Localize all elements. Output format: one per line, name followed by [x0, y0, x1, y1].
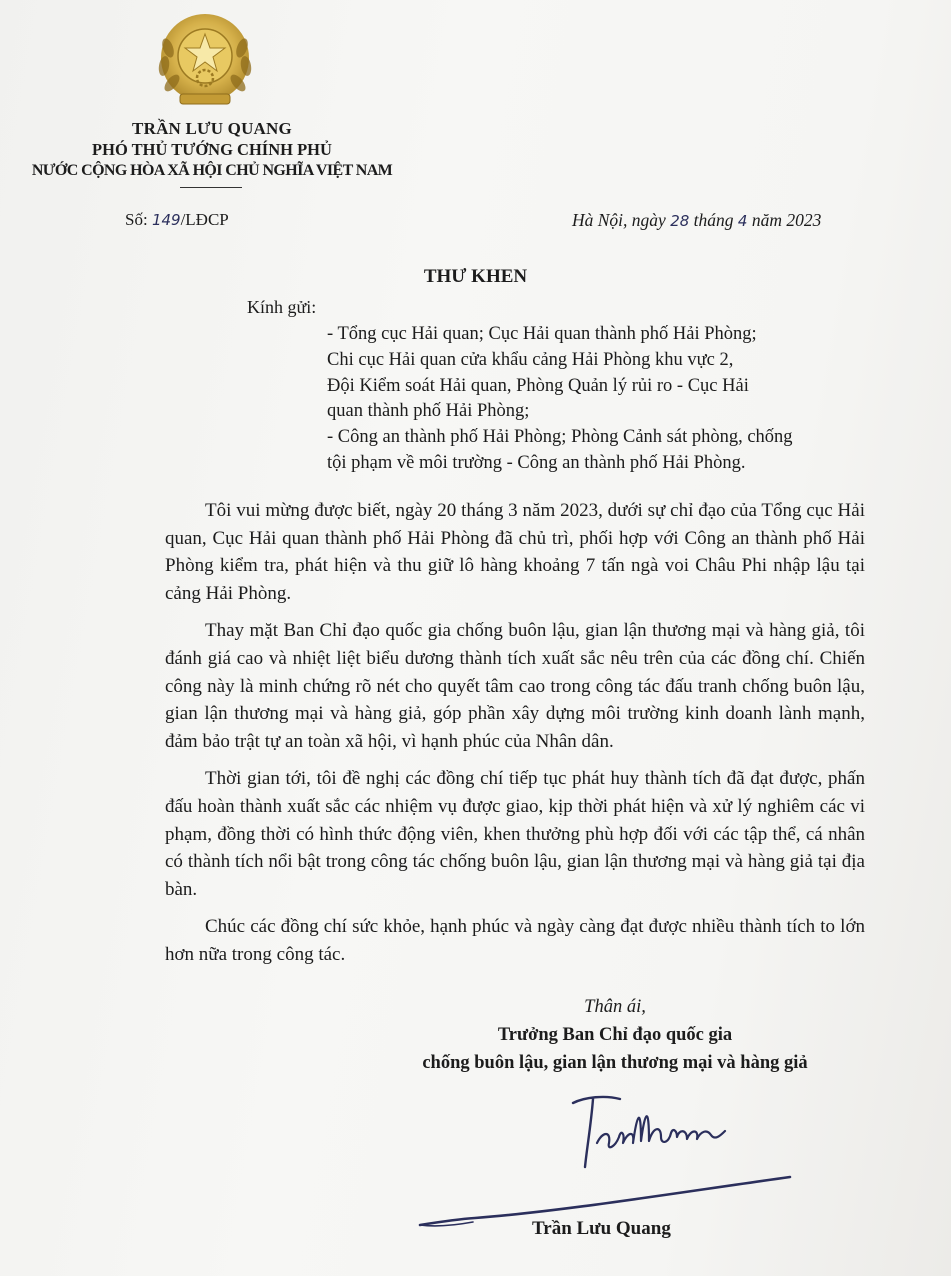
body-paragraph: Tôi vui mừng được biết, ngày 20 tháng 3 năm 2023, dưới sự chỉ đạo của Tổng cục Hải quan, Cục Hải quan thành phố Hải Phòng đã chủ trì, phối hợp với Công an thành phố Hải Phòng kiểm tra, phát hiện và thu giữ lô hàng khoảng 7 tấn ngà voi Châu Phi nhập lậu tại cảng Hải Phòng. [165, 500, 865, 604]
document-number [125, 210, 229, 230]
doc-number-handwritten: 149 [151, 211, 181, 229]
body-paragraph: Thay mặt Ban Chỉ đạo quốc gia chống buôn lậu, gian lận thương mại và hàng giả, tôi đánh giá cao và nhiệt liệt biểu dương thành tích xuất sắc nêu trên của các đồng chí. Chiến công này là minh chứng rõ nét cho quyết tâm cao trong công tác đấu tranh chống buôn lậu, gian lận thương mại và hàng giả, góp phần xây dựng môi trường kinh doanh lành mạnh, đảm bảo trật tự an toàn xã hội, vì hạnh phúc của Nhân dân. [165, 620, 865, 752]
signer-title-line2: chống buôn lậu, gian lận thương mại và hàng giả [422, 1053, 808, 1073]
header-divider [180, 187, 242, 188]
issuer-name: TRẦN LƯU QUANG [132, 119, 292, 138]
date-year: năm 2023 [751, 210, 822, 230]
document-date [572, 210, 821, 231]
body-paragraph: Chúc các đồng chí sức khỏe, hạnh phúc và ngày càng đạt được nhiều thành tích to lớn hơn nữa trong công tác. [165, 916, 865, 965]
national-emblem-icon [150, 8, 260, 114]
doc-number-suffix: /LĐCP [180, 210, 229, 229]
recipient-line: - Tổng cục Hải quan; Cục Hải quan thành phố Hải Phòng; [327, 324, 757, 344]
recipient-line: Đội Kiểm soát Hải quan, Phòng Quản lý rủi ro - Cục Hải [327, 375, 749, 396]
recipient-line: quan thành phố Hải Phòng; [327, 401, 530, 422]
letter-body [165, 497, 865, 979]
date-month-label: tháng [693, 210, 734, 230]
date-day-handwritten: 28 [670, 212, 690, 230]
country-name: NƯỚC CỘNG HÒA XÃ HỘI CHỦ NGHĨA VIỆT NAM [31, 162, 393, 179]
date-month-handwritten: 4 [737, 212, 748, 230]
document-title: THƯ KHEN [423, 266, 528, 287]
issuer-position: PHÓ THỦ TƯỚNG CHÍNH PHỦ [92, 140, 332, 159]
date-prefix: Hà Nội, ngày [572, 210, 666, 230]
recipients-list [327, 322, 872, 477]
closing-greeting: Thân ái, [584, 997, 646, 1017]
doc-number-label: Số: [125, 210, 148, 229]
recipients-label: Kính gửi: [247, 297, 317, 317]
recipient-line: Chi cục Hải quan cửa khẩu cảng Hải Phòng khu vực 2, [327, 349, 734, 370]
closing-block [380, 993, 850, 1077]
signer-name: Trần Lưu Quang [532, 1218, 671, 1239]
recipient-line: - Công an thành phố Hải Phòng; Phòng Cảnh sát phòng, chống [327, 427, 793, 448]
signer-title-line1: Trưởng Ban Chỉ đạo quốc gia [497, 1025, 733, 1045]
issuer-header [22, 118, 402, 181]
body-paragraph: Thời gian tới, tôi đề nghị các đồng chí tiếp tục phát huy thành tích đã đạt được, phấn đấu hoàn thành xuất sắc các nhiệm vụ được giao, kịp thời phát hiện và xử lý nghiêm các vi phạm, đồng thời có hình thức động viên, khen thưởng phù hợp đối với các tập thể, cá nhân có thành tích nổi bật trong công tác chống buôn lậu, gian lận thương mại và hàng giả tại địa bàn. [165, 768, 865, 900]
recipient-line: tội phạm về môi trường - Công an thành phố Hải Phòng. [327, 452, 746, 473]
